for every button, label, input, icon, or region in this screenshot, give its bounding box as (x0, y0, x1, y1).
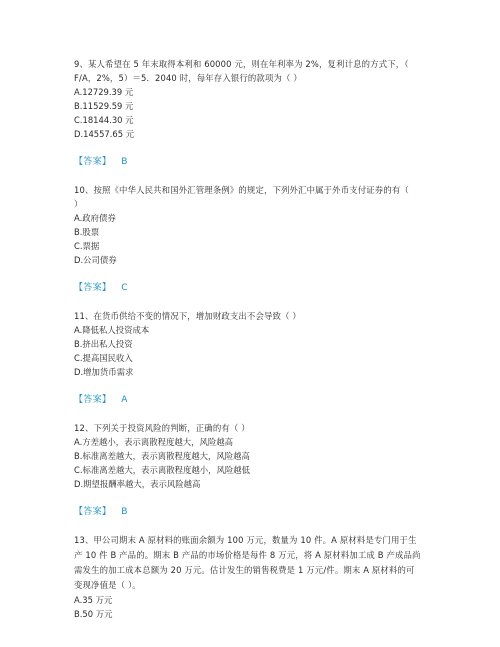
question-stem (74, 57, 460, 85)
option-a: A.35 万元 (74, 595, 113, 605)
stem-line: 需发生的加工成本总额为 20 万元。估计发生的销售税费是 1 万元/件。期末 A 原材料的可 (74, 565, 415, 575)
stem-line: 12、下列关于投资风险的判断，正确的有（ ） (74, 423, 250, 433)
answer-label: 【答案】 (74, 157, 112, 167)
answer-label: 【答案】 (74, 395, 112, 405)
stem-line: F/A，2%，5）＝5．2040 时，每年存入银行的款项为（ ） (74, 73, 302, 83)
option-b: B.11529.59 元 (74, 101, 134, 111)
stem-line: 13、甲公司期末 A 原材料的账面余额为 100 万元，数量为 10 件。A 原材料是专门用于生 (74, 535, 417, 545)
stem-line: 10、按照《中华人民共和国外汇管理条例》的规定，下列外汇中属于外币支付证券的有（ (74, 185, 409, 195)
answer-line (74, 393, 460, 407)
answer-label: 【答案】 (74, 507, 112, 517)
option-a: A.降低私人投资成本 (74, 325, 150, 335)
option-b: B.股票 (74, 227, 100, 237)
question-11 (74, 309, 460, 407)
option-d: D.14557.65 元 (74, 129, 135, 139)
stem-line: ） (74, 199, 83, 209)
option-b: B.标准离差越大，表示离散程度越大，风险越高 (74, 451, 250, 461)
stem-line: 产 10 件 B 产品的。期末 B 产品的市场价格是每件 8 万元，将 A 原材料加工成 B 产成品尚 (74, 550, 421, 560)
answer-line (74, 155, 460, 169)
option-d: D.增加货币需求 (74, 367, 134, 377)
answer-label: 【答案】 (74, 283, 112, 293)
option-d: D.公司债券 (74, 255, 117, 265)
question-stem (74, 309, 460, 323)
answer-value: B (121, 157, 128, 167)
answer-value: C (121, 283, 128, 293)
stem-line: 变现净值是（ ）。 (74, 580, 141, 590)
question-stem (74, 533, 460, 593)
option-a: A.政府债券 (74, 213, 116, 223)
option-d: D.期望报酬率越大，表示风险越高 (74, 479, 201, 489)
question-12 (74, 421, 460, 519)
option-c: C.18144.30 元 (74, 115, 134, 125)
option-b: B.挤出私人投资 (74, 339, 133, 349)
question-13 (74, 533, 460, 621)
question-stem (74, 183, 460, 211)
option-a: A.12729.39 元 (74, 87, 134, 97)
stem-line: 11、在货币供给不变的情况下，增加财政支出不会导致（ ） (74, 311, 301, 321)
answer-value: A (121, 395, 128, 405)
answer-line (74, 281, 460, 295)
option-b: B.50 万元 (74, 609, 113, 619)
option-c: C.提高国民收入 (74, 353, 133, 363)
option-c: C.票据 (74, 241, 100, 251)
option-c: C.标准离差越大，表示离散程度越小，风险越低 (74, 465, 251, 475)
option-a: A.方差越小，表示离散程度越大，风险越高 (74, 437, 233, 447)
answer-line (74, 505, 460, 519)
stem-line: 9、某人希望在 5 年末取得本利和 60000 元，则在年利率为 2%，复利计息的方式下，（ (74, 59, 409, 69)
question-10 (74, 183, 460, 295)
question-9 (74, 57, 460, 169)
question-stem (74, 421, 460, 435)
answer-value: B (121, 507, 128, 517)
